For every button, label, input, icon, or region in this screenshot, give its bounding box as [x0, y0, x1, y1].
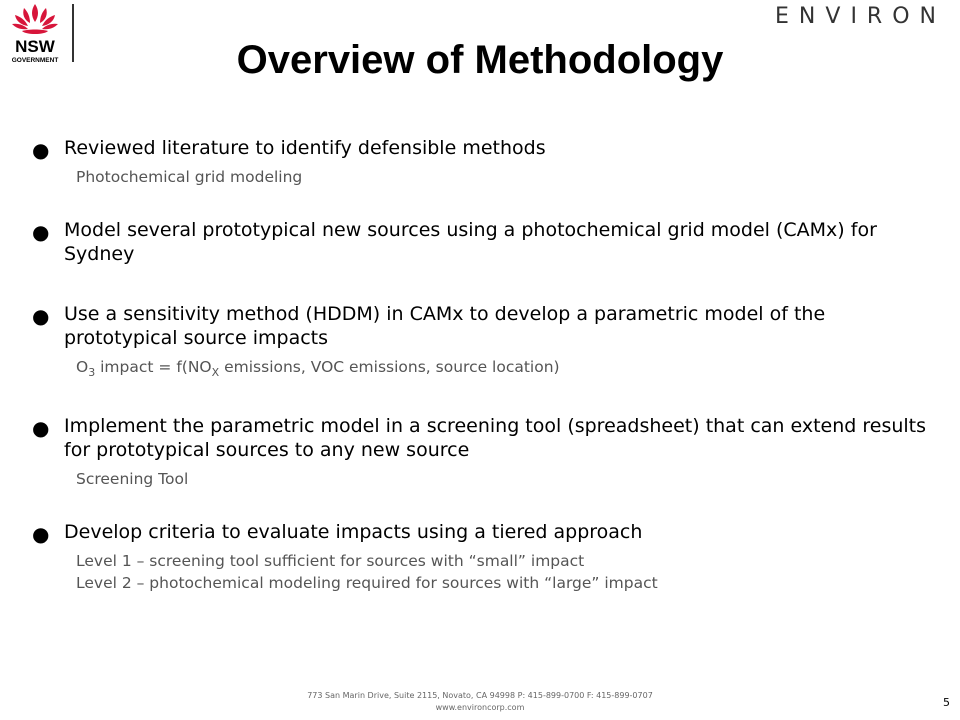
- bullet-5: [30, 520, 930, 547]
- sub-item: Screening Tool: [76, 470, 189, 489]
- bullet-text: Model several prototypical new sources using a photochemical grid model (CAMx) for Sydney: [64, 219, 877, 265]
- footer-address: 773 San Marin Drive, Suite 2115, Novato, CA 94998 P: 415-899-0700 F: 415-899-0707: [307, 691, 653, 700]
- bullet-dot-icon: ●: [32, 138, 50, 162]
- bullet-text: Implement the parametric model in a screening tool (spreadsheet) that can extend results for prototypical sources to any new source: [64, 415, 927, 462]
- nsw-text: NSW: [15, 37, 55, 56]
- bullet-2: [30, 218, 930, 266]
- waratah-icon: [12, 4, 58, 34]
- sub-item: Photochemical grid modeling: [76, 168, 303, 186]
- bullet-text: Develop criteria to evaluate impacts using a tiered approach: [64, 521, 643, 544]
- slide-title: Overview of Methodology: [236, 38, 724, 82]
- bullet-text: Use a sensitivity method (HDDM) in CAMx to develop a parametric model of the prototypical source impacts: [64, 303, 826, 349]
- footer: [0, 690, 960, 714]
- sub-item: Level 1 – screening tool sufficient for sources with “small” impact: [76, 552, 585, 571]
- bullet-dot-icon: ●: [32, 220, 50, 244]
- sub-item-formula: $O_3$ impact = $f(NO_X$ emissions, VOC emissions, source location): [76, 358, 560, 380]
- footer-website: www.environcorp.com: [435, 703, 525, 712]
- bullet-4: [30, 414, 930, 462]
- page-number: 5: [943, 696, 950, 709]
- environ-logo: ENVIRON: [775, 4, 946, 29]
- sub-item: Level 2 – photochemical modeling required for sources with “large” impact: [76, 574, 658, 593]
- bullet-3: [30, 302, 930, 350]
- bullet-1: [30, 136, 930, 160]
- bullet-text: Reviewed literature to identify defensible methods: [64, 137, 546, 159]
- government-text: GOVERNMENT: [11, 57, 59, 64]
- bullet-dot-icon: ●: [32, 522, 50, 547]
- bullet-dot-icon: ●: [32, 416, 50, 441]
- bullet-dot-icon: ●: [32, 304, 50, 328]
- bullet-list: [30, 136, 930, 594]
